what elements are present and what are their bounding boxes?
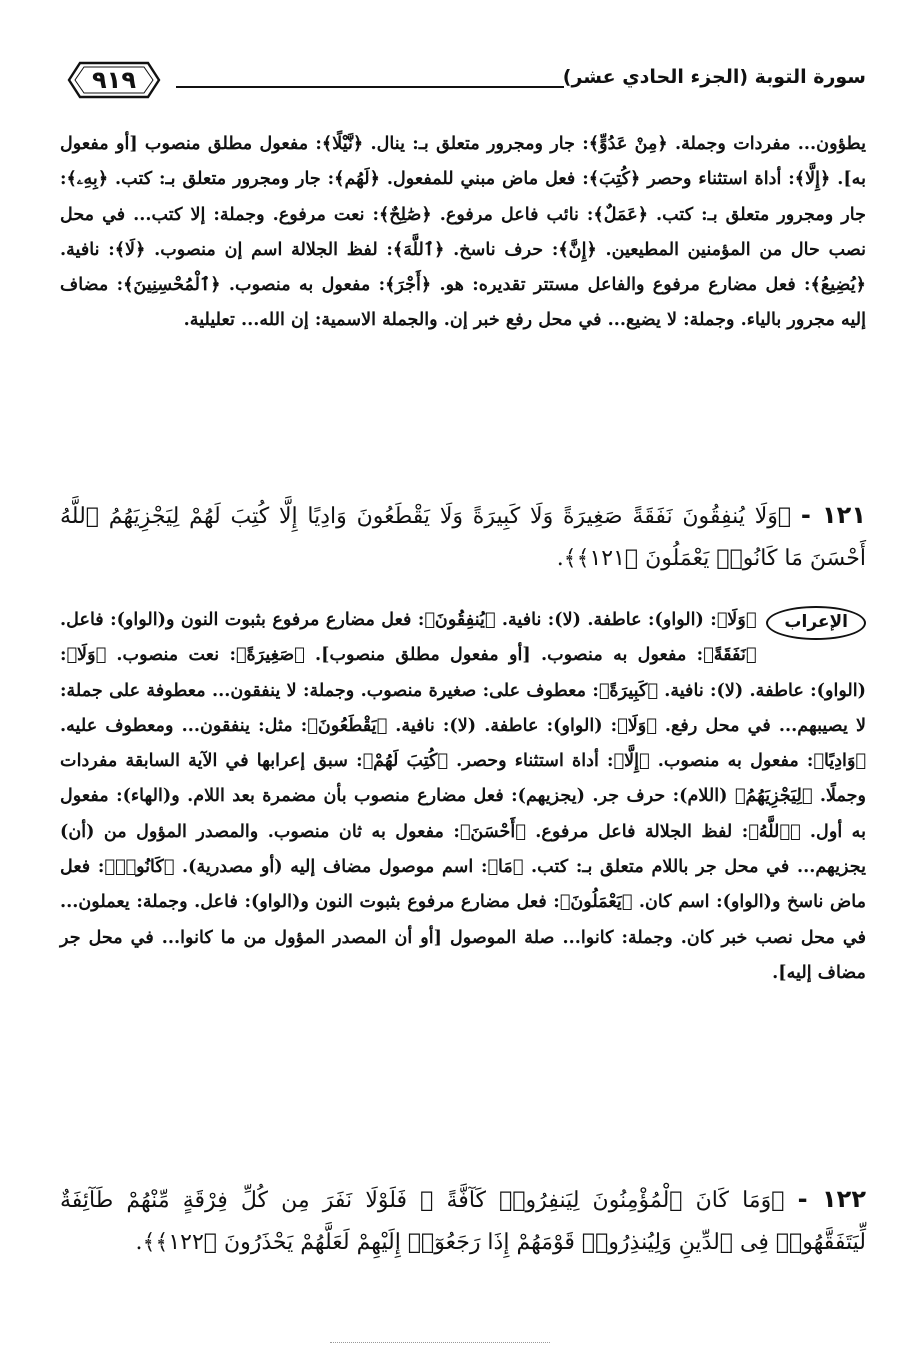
verse-121-number: ١٢١ -	[800, 501, 866, 529]
verse-121	[60, 494, 866, 580]
irab-badge: الإعراب	[766, 606, 866, 640]
page-header	[60, 54, 866, 114]
page-number	[66, 60, 162, 100]
scan-edge-line	[330, 1342, 550, 1343]
irab-121-text: ﴿وَلَا﴾: (الواو): عاطفة. (لا): نافية. ﴿يُنفِقُونَ﴾: فعل مضارع مرفوع بثبوت النون و(الواو): فاعل. ﴿نَفَقَةً﴾: مفعول به منصوب. [أو مفعول مطلق منصوب]. ﴿صَغِيرَةً﴾: نعت منصوب. ﴿وَلَا﴾: (الواو): عاطفة. (لا): نافية. ﴿كَبِيرَةً﴾: معطوف على: صغيرة منصوب. وجملة: لا ينفقون... معطوفة على جملة: لا يصيبهم... في محل رفع. ﴿وَلَا﴾: (الواو): عاطفة. (لا): نافية. ﴿يَقْطَعُونَ﴾: مثل: ينفقون... ومعطوف عليه. ﴿وَادِيًا﴾: مفعول به منصوب. ﴿إِلَّا﴾: أداة استثناء وحصر. ﴿كُتِبَ لَهُمْ﴾: سبق إعرابها في الآية السابقة مفردات وجملًا. ﴿لِيَجْزِيَهُمُ﴾ (اللام): حرف جر. (يجزيهم): فعل مضارع منصوب بأن مضمرة بعد اللام. و(الهاء): مفعول به أول. ﴿ٱللَّهُ﴾: لفظ الجلالة فاعل مرفوع. ﴿أَحْسَنَ﴾: مفعول به ثان منصوب. والمصدر المؤول من (أن) يجزيهم... في محل جر باللام متعلق بـ: كتب. ﴿مَا﴾: اسم موصول مضاف إليه (أو مصدرية). ﴿كَانُوا۟﴾: فعل ماض ناسخ و(الواو): اسم كان. ﴿يَعْمَلُونَ﴾: فعل مضارع مرفوع بثبوت النون و(الواو): فاعل. وجملة: يعملون... في محل نصب خبر كان. وجملة: كانوا... صلة الموصول [أو أن المصدر المؤول من ما كانوا... في محل جر مضاف إليه].	[60, 609, 866, 983]
header-rule	[176, 86, 564, 88]
page-number-text: ٩١٩	[92, 66, 136, 94]
verse-122-number: ١٢٢ -	[797, 1185, 866, 1213]
verse-122-text: ﴿وَمَا كَانَ ٱلْمُؤْمِنُونَ لِيَنفِرُوا۟ كَآفَّةً ۚ فَلَوْلَا نَفَرَ مِن كُلِّ فِرْقَةٍ مِّنْهُمْ طَآئِفَةٌ لِّيَتَفَقَّهُوا۟ فِى ٱلدِّينِ وَلِيُنذِرُوا۟ قَوْمَهُمْ إِذَا رَجَعُوٓا۟ إِلَيْهِمْ لَعَلَّهُمْ يَحْذَرُونَ ﴿١٢٢﴾﴾.	[60, 1188, 866, 1255]
continuation-paragraph: يطؤون... مفردات وجملة. ﴿مِنْ عَدُوٍّ﴾: جار ومجرور متعلق بـ: ينال. ﴿نَّيْلًا﴾: مفعول مطلق منصوب [أو مفعول به]. ﴿إِلَّا﴾: أداة استثناء وحصر ﴿كُتِبَ﴾: فعل ماض مبني للمفعول. ﴿لَهُم﴾: جار ومجرور متعلق بـ: كتب. ﴿بِهِۦ﴾: جار ومجرور متعلق بـ: كتب. ﴿عَمَلٌ﴾: نائب فاعل مرفوع. ﴿صَٰلِحٌ﴾: نعت مرفوع. وجملة: إلا كتب... في محل نصب حال من المؤمنين المطيعين. ﴿إِنَّ﴾: حرف ناسخ. ﴿ٱللَّهَ﴾: لفظ الجلالة اسم إن منصوب. ﴿لَا﴾: نافية. ﴿يُضِيعُ﴾: فعل مضارع مرفوع والفاعل مستتر تقديره: هو. ﴿أَجْرَ﴾: مفعول به منصوب. ﴿ٱلْمُحْسِنِينَ﴾: مضاف إليه مجرور بالياء. وجملة: لا يضيع... في محل رفع خبر إن. والجملة الاسمية: إن الله... تعليلية.	[60, 133, 866, 331]
verse-122	[60, 1178, 866, 1264]
verse-121-text: ﴿وَلَا يُنفِقُونَ نَفَقَةً صَغِيرَةً وَلَا كَبِيرَةً وَلَا يَقْطَعُونَ وَادِيًا إِلَّا كُتِبَ لَهُمْ لِيَجْزِيَهُمُ ٱللَّهُ أَحْسَنَ مَا كَانُوا۟ يَعْمَلُونَ ﴿١٢١﴾﴾.	[60, 504, 866, 571]
running-title: سورة التوبة (الجزء الحادي عشر)	[562, 66, 866, 88]
irab-section-121	[60, 602, 866, 990]
